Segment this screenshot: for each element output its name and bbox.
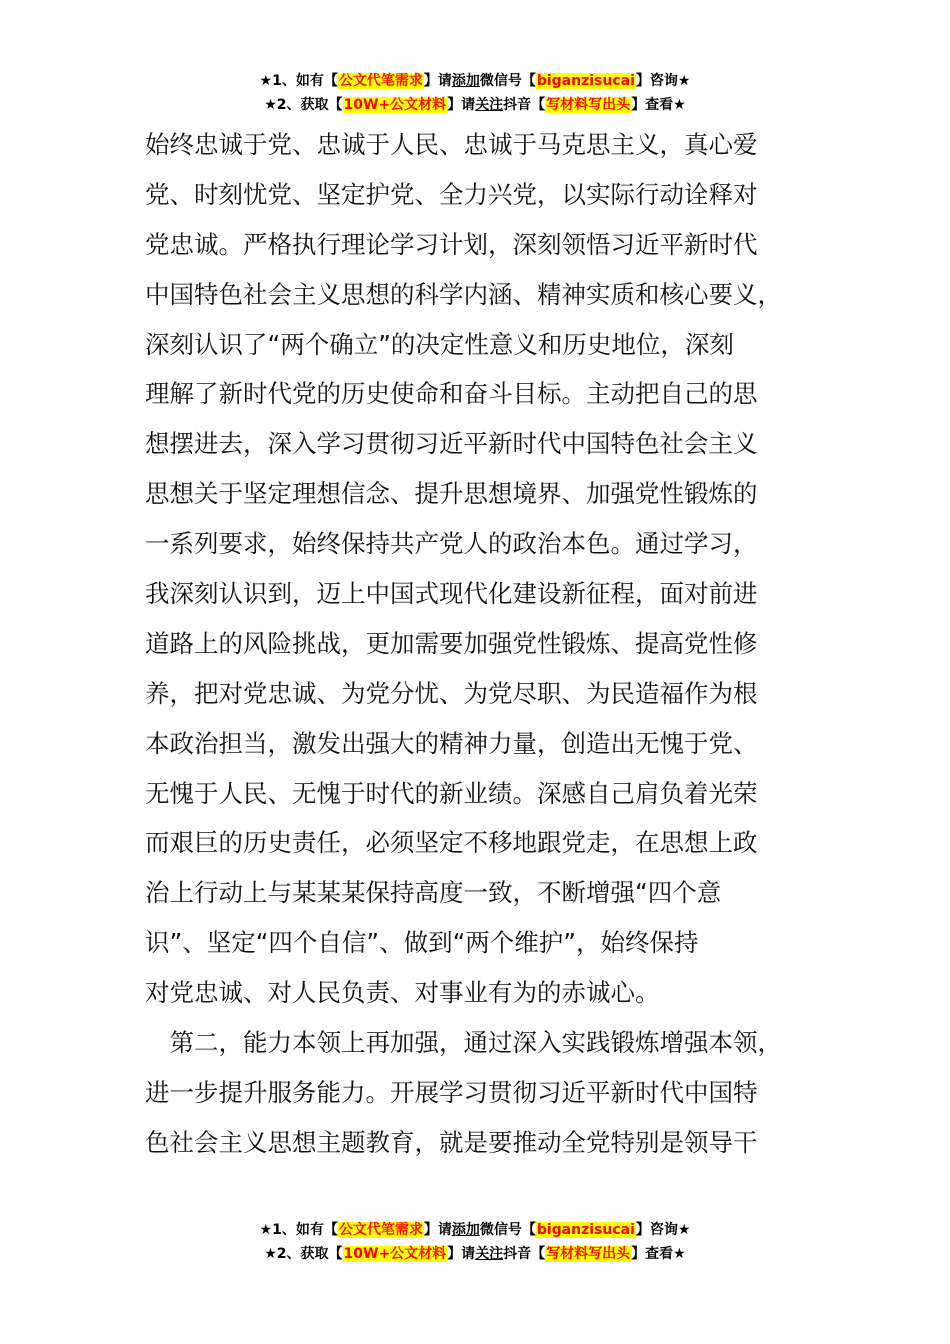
banner-text: 】咨询★ xyxy=(635,73,691,89)
text-line: 本政治担当，激发出强大的精神力量，创造出无愧于党、 xyxy=(145,728,758,758)
banner-line-2 xyxy=(0,93,950,117)
banner-text: 】请 xyxy=(447,97,476,113)
banner-highlight: 写材料写出头 xyxy=(546,97,631,113)
banner-underline: 添加 xyxy=(451,73,480,89)
text-line: 理解了新时代党的历史使命和奋斗目标。主动把自己的思 xyxy=(145,379,758,409)
document-body xyxy=(145,120,825,1168)
text-line: 思想关于坚定理想信念、提升思想境界、加强党性锻炼的 xyxy=(145,479,758,509)
banner-line-2 xyxy=(0,1242,950,1266)
text-line: 对党忠诚、对人民负责、对事业有为的赤诚心。 xyxy=(145,978,660,1008)
text-line: 我深刻认识到，迈上中国式现代化建设新征程，面对前进 xyxy=(145,579,758,609)
banner-highlight: 公文代笔需求 xyxy=(338,73,423,89)
banner-line-1 xyxy=(0,69,950,93)
banner-text: ★2、获取【 xyxy=(264,1246,343,1262)
banner-text: ★2、获取【 xyxy=(264,97,343,113)
footer-banner xyxy=(0,1218,950,1266)
banner-line-1 xyxy=(0,1218,950,1242)
banner-highlight: biganzisucai xyxy=(536,1222,635,1238)
banner-text: 】请 xyxy=(447,1246,476,1262)
text-line: 党忠诚。严格执行理论学习计划，深刻领悟习近平新时代 xyxy=(145,229,758,259)
banner-text: 抖音【 xyxy=(503,97,546,113)
banner-underline: 关注 xyxy=(475,97,504,113)
text-line: 色社会主义思想主题教育，就是要推动全党特别是领导干 xyxy=(145,1127,758,1157)
text-line: 进一步提升服务能力。开展学习贯彻习近平新时代中国特 xyxy=(145,1077,758,1107)
banner-text: 】请 xyxy=(423,73,452,89)
text-line: 无愧于人民、无愧于时代的新业绩。深感自己肩负着光荣 xyxy=(145,778,758,808)
text-line: 始终忠诚于党、忠诚于人民、忠诚于马克思主义，真心爱 xyxy=(145,130,758,159)
banner-text: 微信号【 xyxy=(479,1222,536,1238)
text-line: 想摆进去，深入学习贯彻习近平新时代中国特色社会主义 xyxy=(145,429,758,459)
text-line: 道路上的风险挑战，更加需要加强党性锻炼、提高党性修 xyxy=(145,628,758,658)
banner-text: 】咨询★ xyxy=(635,1222,691,1238)
banner-text: ★1、如有【 xyxy=(259,1222,338,1238)
text-line: 识”、坚定“四个自信”、做到“两个维护”，始终保持 xyxy=(145,928,699,958)
banner-underline: 关注 xyxy=(475,1246,504,1262)
text-line: 治上行动上与某某某保持高度一致，不断增强“四个意 xyxy=(145,878,722,908)
banner-text: 抖音【 xyxy=(503,1246,546,1262)
text-line: 中国特色社会主义思想的科学内涵、精神实质和核心要义， xyxy=(145,279,782,309)
text-line: 一系列要求，始终保持共产党人的政治本色。通过学习， xyxy=(145,529,758,559)
banner-highlight: 10W+公文材料 xyxy=(343,1246,447,1262)
banner-highlight: biganzisucai xyxy=(536,73,635,89)
banner-highlight: 公文代笔需求 xyxy=(338,1222,423,1238)
text-line: 养，把对党忠诚、为党分忧、为党尽职、为民造福作为根 xyxy=(145,678,758,708)
banner-highlight: 写材料写出头 xyxy=(546,1246,631,1262)
banner-text: 】查看★ xyxy=(631,1246,686,1262)
banner-highlight: 10W+公文材料 xyxy=(343,97,447,113)
text-line: 深刻认识了“两个确立”的决定性意义和历史地位，深刻 xyxy=(145,329,734,359)
header-banner xyxy=(0,69,950,117)
banner-text: 】请 xyxy=(423,1222,452,1238)
banner-underline: 添加 xyxy=(451,1222,480,1238)
banner-text: 】查看★ xyxy=(631,97,686,113)
text-line: 而艰巨的历史责任，必须坚定不移地跟党走，在思想上政 xyxy=(145,828,758,858)
banner-text: 微信号【 xyxy=(479,73,536,89)
text-line: 党、时刻忧党、坚定护党、全力兴党，以实际行动诠释对 xyxy=(145,179,758,209)
banner-text: ★1、如有【 xyxy=(259,73,338,89)
text-line: 第二，能力本领上再加强，通过深入实践锻炼增强本领， xyxy=(145,1028,782,1058)
